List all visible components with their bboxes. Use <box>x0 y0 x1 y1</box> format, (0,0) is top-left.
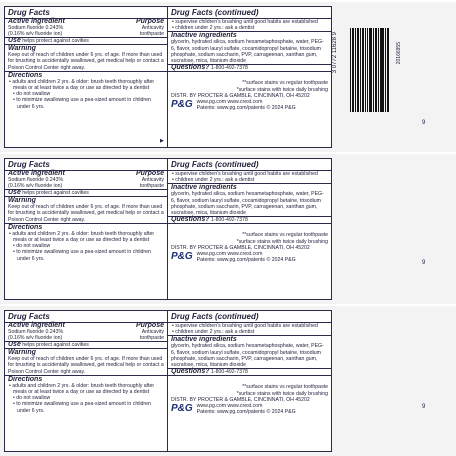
website-text: www.pg.com www.crest.com <box>196 99 263 106</box>
drug-facts-continued-box <box>168 6 332 148</box>
pg-logo: P&G <box>171 99 193 111</box>
surface-note-1: **surface stains vs regular toothpaste <box>242 232 328 239</box>
direction-item: • adults and children 2 yrs. & older: brush teeth thoroughly after meals or at least twice a day or use as directed by a dentist <box>9 78 155 92</box>
label-panel-3 <box>0 306 456 456</box>
pg-logo: P&G <box>171 403 193 415</box>
continued-bullet: • supervise children's brushing until good habits are established <box>172 171 318 177</box>
active-ingredient-heading: Active ingredient <box>8 322 65 329</box>
purpose-heading: Purpose <box>135 322 164 329</box>
phone-number: 1-800-492-7378 <box>210 217 248 224</box>
warning-text: Keep out of reach of children under 6 yrs. of age. If more than used for brushing is accidentally swallowed, get medical help or contact a Poison Control Center right away. <box>8 356 164 375</box>
ingredient-note: (0.16% w/v fluoride ion) <box>8 31 63 37</box>
questions-heading: Questions? <box>171 64 210 72</box>
use-heading: Use <box>8 37 21 44</box>
directions-heading: Directions <box>8 375 43 383</box>
pg-logo: P&G <box>171 251 193 263</box>
distributor-text: DISTR. BY PROCTER & GAMBLE, CINCINNATI, OH 45202 <box>171 92 310 99</box>
drug-facts-continued-box <box>168 310 332 452</box>
inactive-heading: Inactive ingredients <box>171 184 237 192</box>
barcode <box>350 28 390 112</box>
directions-heading: Directions <box>8 223 43 231</box>
purpose-text: Anticavity <box>141 25 164 31</box>
ingredient-note: (0.16% w/v fluoride ion) <box>8 335 63 341</box>
ingredient-text: Sodium fluoride 0.243% <box>8 25 64 31</box>
purpose-text-2: toothpaste <box>139 183 164 189</box>
direction-item: • adults and children 2 yrs. & older: brush teeth thoroughly after meals or at least twice a day or use as directed by a dentist <box>9 382 155 396</box>
ingredient-note: (0.16% w/v fluoride ion) <box>8 183 63 189</box>
use-text: helps protect against cavities <box>22 190 89 196</box>
surface-note-1: **surface stains vs regular toothpaste <box>242 80 328 87</box>
direction-item: • do not swallow <box>13 91 51 98</box>
continued-bullet: • children under 2 yrs.: ask a dentist <box>172 25 255 32</box>
ingredient-text: Sodium fluoride 0.243% <box>8 329 64 335</box>
active-ingredient-heading: Active ingredient <box>8 170 65 177</box>
phone-number: 1-800-492-7378 <box>210 369 248 376</box>
surface-note-2: *surface stains with twice daily brushing <box>236 238 328 245</box>
purpose-text-2: toothpaste <box>139 31 164 37</box>
side-number: 9 <box>422 404 426 410</box>
direction-item: • to minimize swallowing use a pea-sized amount in children under 6 yrs. <box>13 249 151 262</box>
use-text: helps protect against cavities <box>22 38 89 44</box>
direction-item: • to minimize swallowing use a pea-sized amount in children under 6 yrs. <box>13 97 151 110</box>
direction-item: • do not swallow <box>13 395 51 402</box>
purpose-text: Anticavity <box>141 177 164 183</box>
label-panel-1 <box>0 2 456 152</box>
purpose-heading: Purpose <box>135 18 164 25</box>
warning-heading: Warning <box>8 349 36 357</box>
continued-bullet: • children under 2 yrs.: ask a dentist <box>172 329 255 336</box>
warning-heading: Warning <box>8 45 36 53</box>
surface-note-1: **surface stains vs regular toothpaste <box>242 384 328 391</box>
drug-facts-continued-box <box>168 158 332 300</box>
continued-bullet: • children under 2 yrs.: ask a dentist <box>172 177 255 184</box>
active-ingredient-heading: Active ingredient <box>8 18 65 25</box>
triangle-mark-icon: ▶ <box>160 138 164 144</box>
patents-text: Patents: www.pg.com/patents © 2024 P&G <box>196 105 296 112</box>
warning-text: Keep out of reach of children under 6 yrs. of age. If more than used for brushing is accidentally swallowed, get medical help or contact a Poison Control Center right away. <box>8 204 164 223</box>
inactive-text: glycerin, hydrated silica, sodium hexametaphosphate, water, PEG-6, flavor, sodium lauryl sulfate, cocamidopropyl betaine, trisodium phosphate, sodium saccharin, PVP, carrageenan, xanthan gum, sucralose, mica, titanium dioxide <box>171 343 324 369</box>
direction-item: • do not swallow <box>13 243 51 250</box>
drug-facts-title: Drug Facts <box>5 159 167 171</box>
use-heading: Use <box>8 341 21 348</box>
drug-facts-continued-title: Drug Facts (continued) <box>168 7 331 19</box>
direction-item: • to minimize swallowing use a pea-sized amount in children under 6 yrs. <box>13 401 151 414</box>
surface-note-2: *surface stains with twice daily brushing <box>236 390 328 397</box>
use-heading: Use <box>8 189 21 196</box>
drug-facts-continued-title: Drug Facts (continued) <box>168 311 331 323</box>
barcode-code: 20166955 <box>396 42 402 65</box>
drug-facts-box <box>4 6 168 148</box>
label-panel-2 <box>0 154 456 304</box>
website-text: www.pg.com www.crest.com <box>196 251 263 258</box>
continued-bullet: • supervise children's brushing until good habits are established <box>172 323 318 329</box>
continued-bullet: • supervise children's brushing until good habits are established <box>172 19 318 25</box>
website-text: www.pg.com www.crest.com <box>196 403 263 410</box>
distributor-text: DISTR. BY PROCTER & GAMBLE, CINCINNATI, OH 45202 <box>171 244 310 251</box>
purpose-heading: Purpose <box>135 170 164 177</box>
use-text: helps protect against cavities <box>22 342 89 348</box>
barcode-number: 3 0772 11628 9 <box>332 32 338 74</box>
drug-facts-title: Drug Facts <box>5 7 167 19</box>
drug-facts-continued-title: Drug Facts (continued) <box>168 159 331 171</box>
inactive-heading: Inactive ingredients <box>171 32 237 40</box>
side-number: 9 <box>422 260 426 266</box>
side-number: 9 <box>422 120 426 126</box>
inactive-text: glycerin, hydrated silica, sodium hexametaphosphate, water, PEG-6, flavor, sodium lauryl sulfate, cocamidopropyl betaine, trisodium phosphate, sodium saccharin, PVP, carrageenan, xanthan gum, sucralose, mica, titanium dioxide <box>171 191 324 217</box>
patents-text: Patents: www.pg.com/patents © 2024 P&G <box>196 409 296 416</box>
drug-facts-box <box>4 158 168 300</box>
drug-facts-title: Drug Facts <box>5 311 167 323</box>
warning-text: Keep out of reach of children under 6 yrs. of age. If more than used for brushing is accidentally swallowed, get medical help or contact a Poison Control Center right away. <box>8 52 164 71</box>
inactive-heading: Inactive ingredients <box>171 336 237 344</box>
patents-text: Patents: www.pg.com/patents © 2024 P&G <box>196 257 296 264</box>
questions-heading: Questions? <box>171 216 210 224</box>
questions-heading: Questions? <box>171 368 210 376</box>
distributor-text: DISTR. BY PROCTER & GAMBLE, CINCINNATI, OH 45202 <box>171 396 310 403</box>
inactive-text: glycerin, hydrated silica, sodium hexametaphosphate, water, PEG-6, flavor, sodium lauryl sulfate, cocamidopropyl betaine, trisodium phosphate, sodium saccharin, PVP, carrageenan, xanthan gum, sucralose, mica, titanium dioxide <box>171 39 324 65</box>
ingredient-text: Sodium fluoride 0.243% <box>8 177 64 183</box>
warning-heading: Warning <box>8 197 36 205</box>
purpose-text: Anticavity <box>141 329 164 335</box>
direction-item: • adults and children 2 yrs. & older: brush teeth thoroughly after meals or at least twice a day or use as directed by a dentist <box>9 230 155 244</box>
purpose-text-2: toothpaste <box>139 335 164 341</box>
surface-note-2: *surface stains with twice daily brushing <box>236 86 328 93</box>
drug-facts-box <box>4 310 168 452</box>
phone-number: 1-800-492-7378 <box>210 65 248 72</box>
directions-heading: Directions <box>8 71 43 79</box>
